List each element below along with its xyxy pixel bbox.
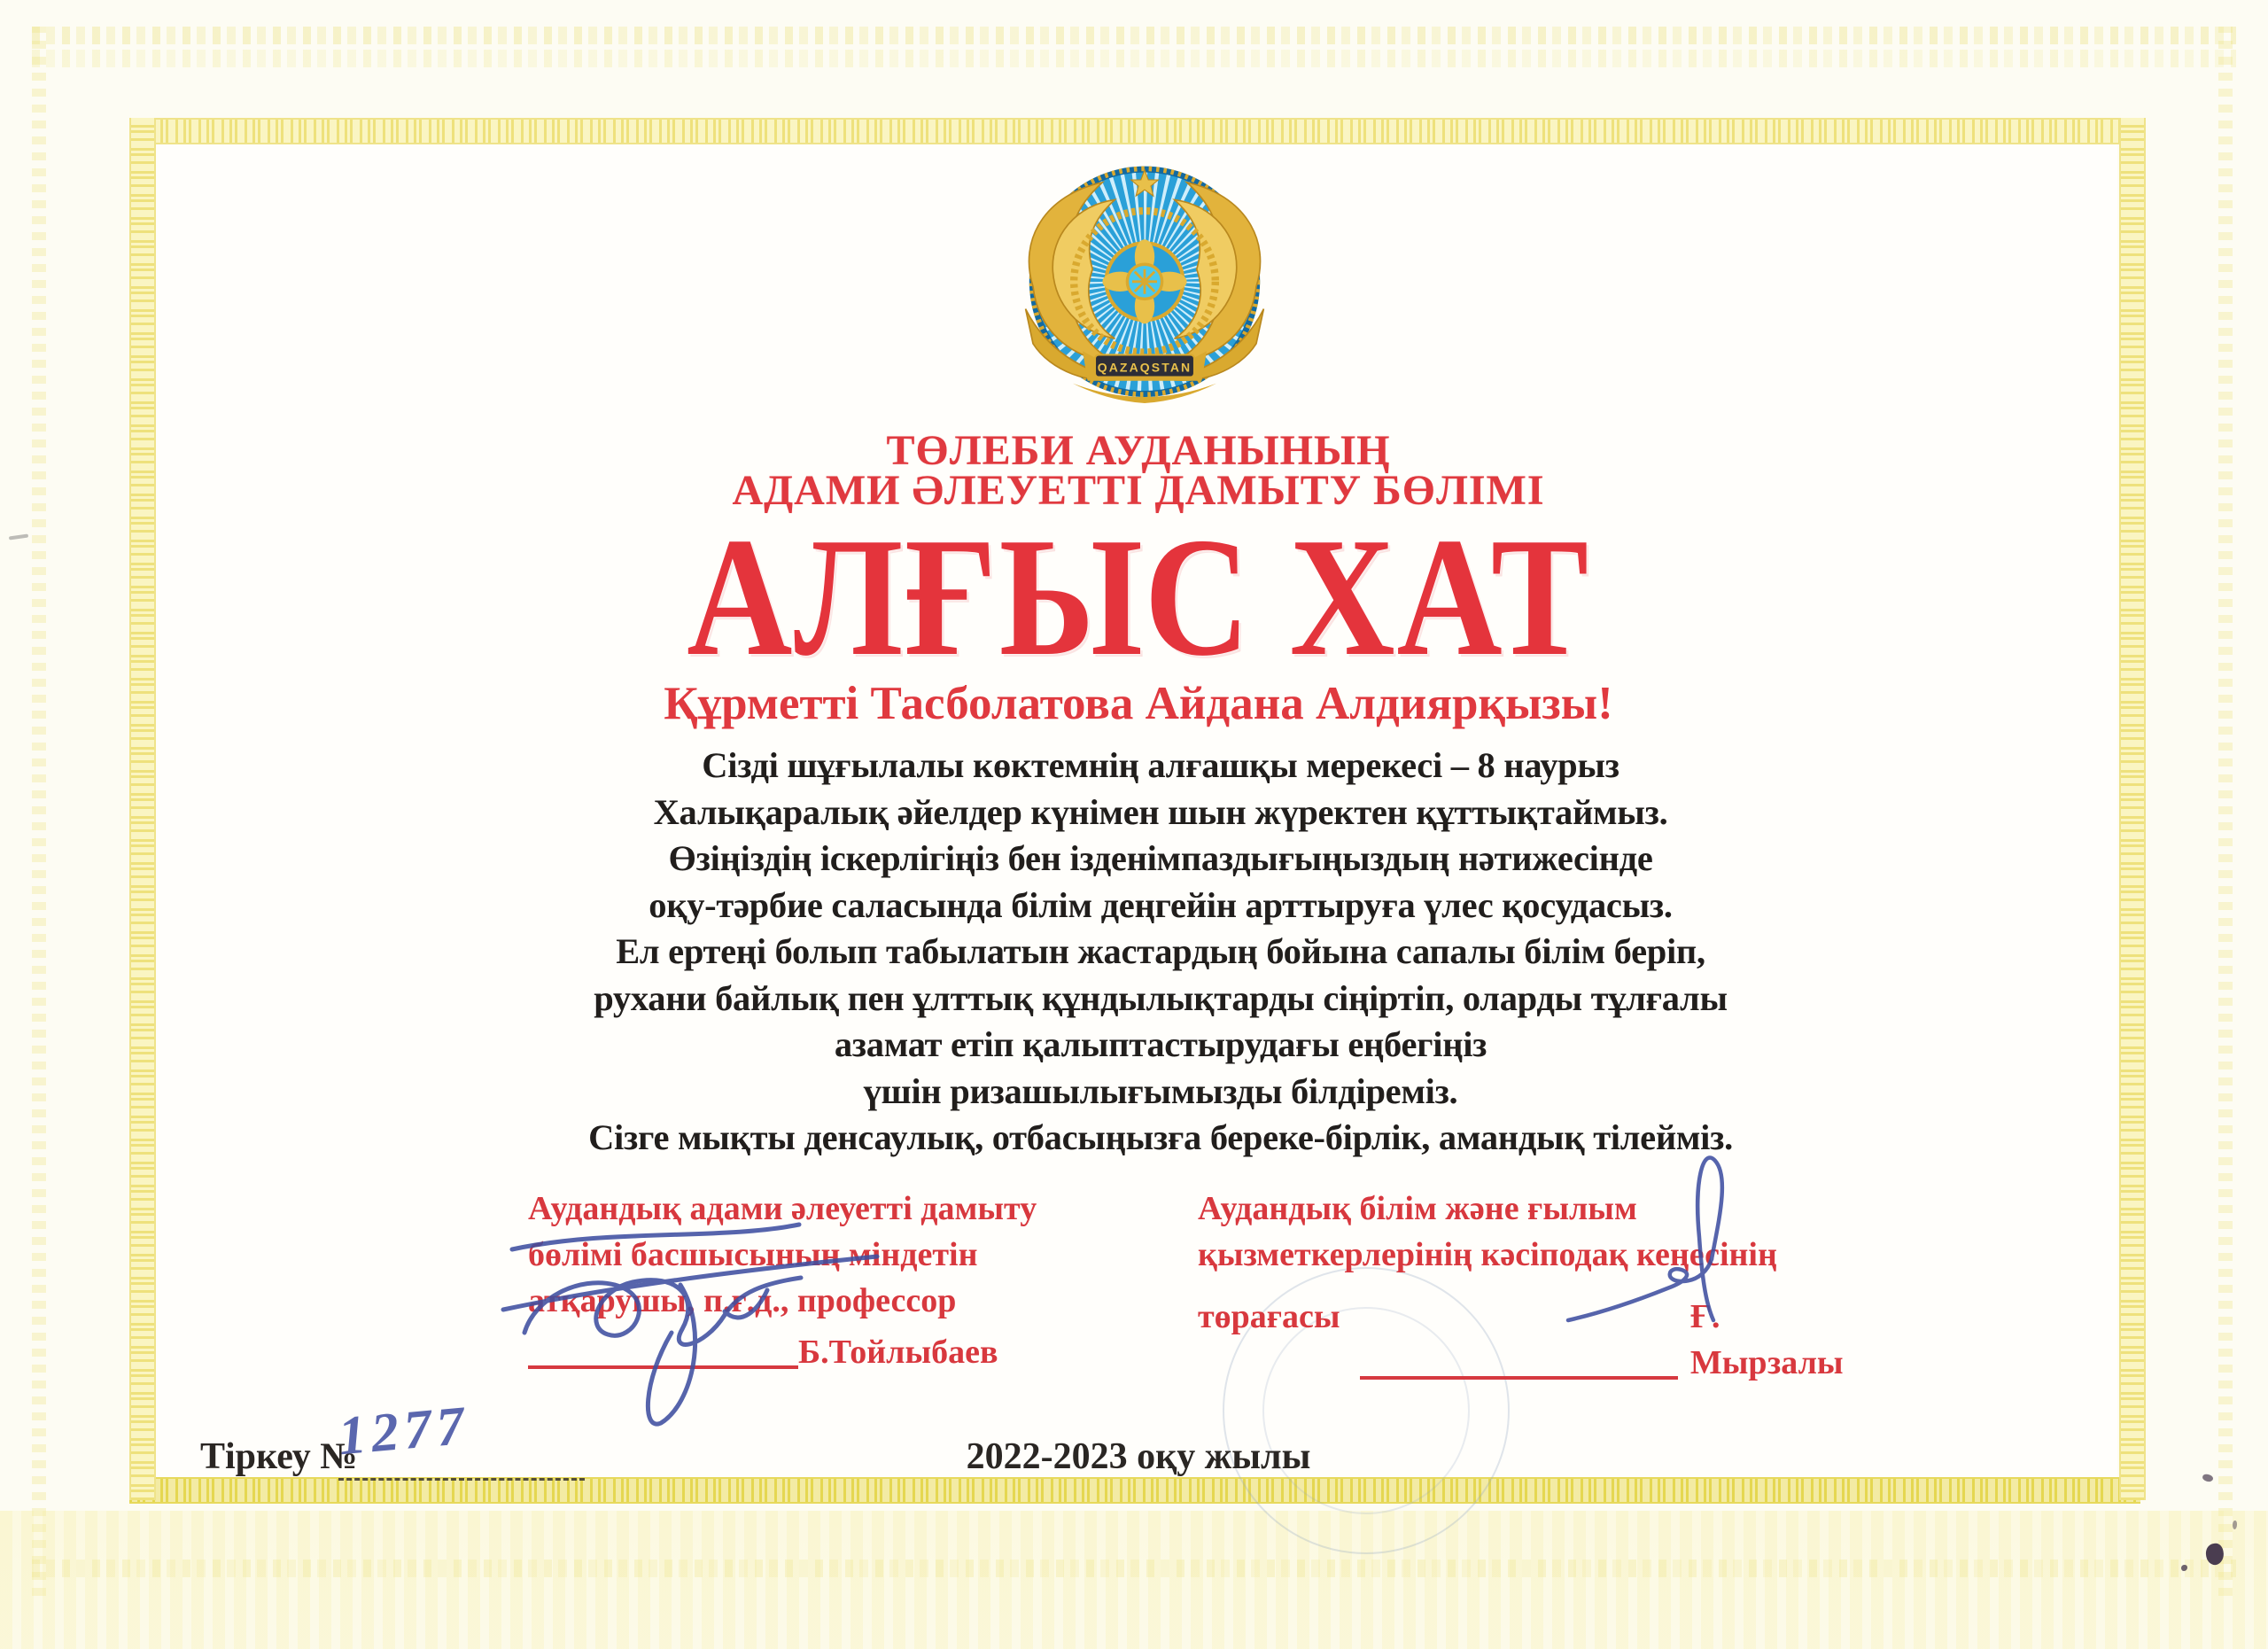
body-line: оқу-тәрбие саласында білім деңгейін арттыруға үлес қосудасыз.: [649, 884, 1673, 925]
registration-number-handwritten: 1277: [336, 1395, 472, 1467]
body-line: үшін ризашылығымызды білдіреміз.: [863, 1070, 1458, 1111]
left-ink-signature-strokes: [503, 1225, 877, 1424]
ink-speck: [2202, 1473, 2214, 1483]
outer-border-pattern-left: [32, 27, 46, 1596]
organization-name-line2: АДАМИ ӘЛЕУЕТТІ ДАМЫТУ БӨЛІМІ: [732, 467, 1545, 514]
greek-key-border-left: [129, 118, 156, 1500]
kazakhstan-emblem-graphic: [996, 162, 1293, 421]
left-signer-name: Б.Тойлыбаев: [798, 1334, 998, 1371]
greek-key-border-bottom: [129, 1477, 2140, 1504]
right-signer-title-line1: Аудандық білім және ғылым: [1198, 1190, 1637, 1227]
body-line: Өзіңіздің іскерлігіңіз бен ізденімпаздығыңыздың нәтижесінде: [668, 838, 1653, 878]
outer-border-pattern-right: [2218, 27, 2233, 1596]
left-signer-title-line1: Аудандық адами әлеуетті дамыту: [528, 1190, 1037, 1227]
left-signer-title-line3: атқарушы, п.ғ.д., профессор: [528, 1282, 957, 1319]
right-signer-role: төрағасы: [1198, 1298, 1340, 1335]
body-line: Халықаралық әйелдер күнімен шын жүректен құттықтаймыз.: [653, 791, 1668, 832]
registration-label: Тіркеу №: [200, 1436, 358, 1477]
scan-mark: [9, 533, 28, 540]
right-signature-line: [1360, 1376, 1678, 1380]
body-line: Сізді шұғылалы көктемнің алғашқы мерекесі – 8 наурыз: [702, 745, 1619, 785]
left-signer-title-line2: бөлімі басшысының міндетін: [528, 1236, 978, 1273]
kazakhstan-emblem: [996, 162, 1293, 421]
emblem-banner-text: QAZAQSTAN: [1097, 360, 1192, 375]
body-line: азамат етіп қалыптастырудағы еңбегіңіз: [834, 1024, 1487, 1064]
outer-border-pattern-top-row2: [32, 50, 2236, 67]
body-line: рухани байлық пен ұлттық құндылықтарды сіңіртіп, оларды тұлғалы: [594, 977, 1728, 1018]
left-ink-signature: [496, 1198, 975, 1437]
greek-key-border-top: [129, 118, 2140, 144]
body-paragraph: [195, 743, 2126, 1162]
outer-border-pattern-bottom-row: [32, 1560, 2236, 1577]
body-line: Сізге мықты денсаулық, отбасыңызға береке-бірлік, амандық тілейміз.: [588, 1117, 1733, 1157]
right-ink-signature-strokes: [1568, 1157, 1722, 1320]
body-line: Ел ертеңі болып табылатын жастардың бойына сапалы білім беріп,: [616, 931, 1705, 971]
right-signer-title-line2: қызметкерлерінің кәсіподақ кеңесінің: [1198, 1236, 1777, 1273]
outer-border-pattern-top-row1: [32, 27, 2236, 44]
academic-year: 2022-2023 оқу жылы: [966, 1436, 1311, 1477]
outer-border-pattern-bottom: [0, 1511, 2268, 1649]
certificate-title: АЛҒЫС ХАТ: [687, 502, 1590, 691]
organization-name-line1: ТӨЛЕБИ АУДАНЫНЫҢ: [886, 427, 1391, 474]
recipient-line: Құрметті Тасболатова Айдана Алдиярқызы!: [664, 678, 1613, 729]
right-signer-name: Ғ. Мырзалы: [1689, 1298, 1844, 1381]
right-ink-signature: [1531, 1152, 1788, 1351]
registration-number-underline: [338, 1478, 585, 1481]
emblem-shanyrak-crossbars: [1132, 269, 1157, 294]
